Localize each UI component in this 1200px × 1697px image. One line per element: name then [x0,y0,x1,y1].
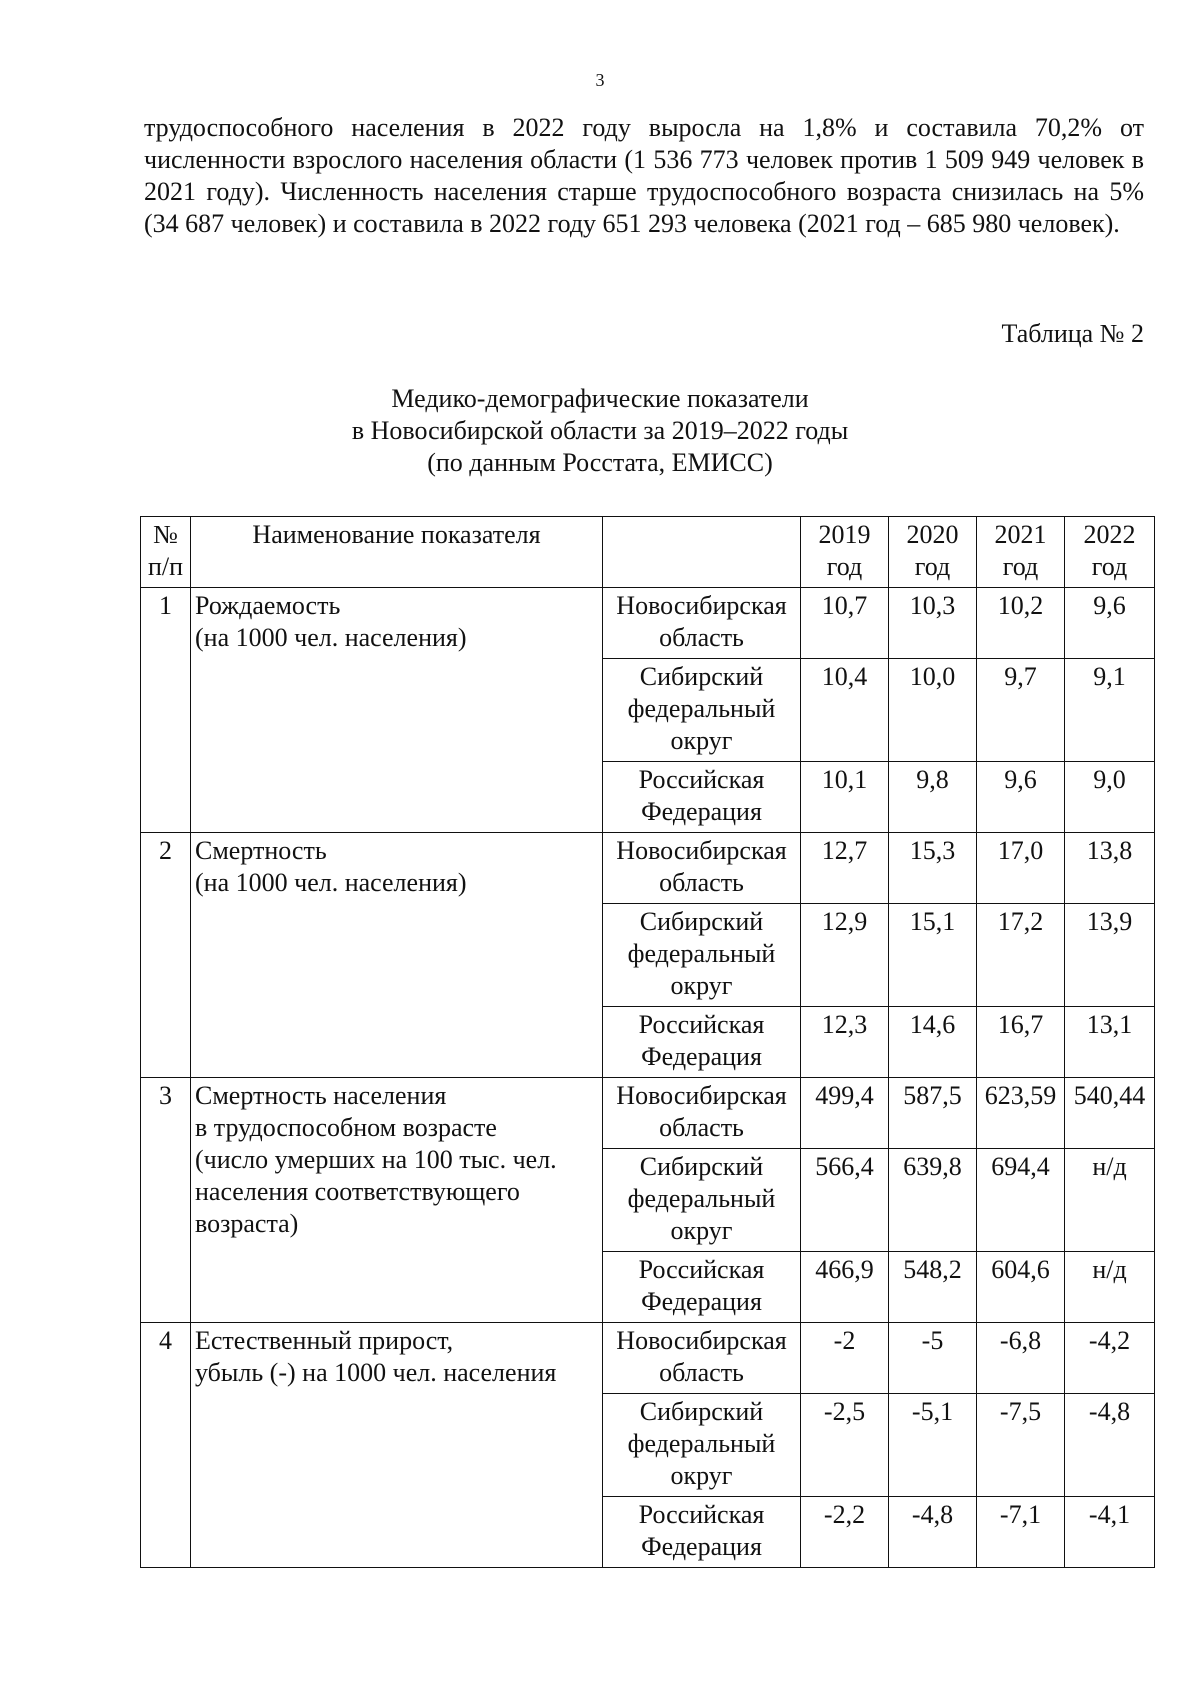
value-cell-2022: 13,9 [1065,904,1155,1007]
table-body [141,588,1155,1568]
table-label: Таблица № 2 [1001,319,1144,348]
value-cell-2022: -4,8 [1065,1394,1155,1497]
indicator-number: 4 [141,1323,191,1568]
value-cell-2020: 639,8 [889,1149,977,1252]
intro-paragraph: трудоспособного населения в 2022 году выросла на 1,8% и составила 70,2% от численности взрослого населения области (1 536 773 человек против 1 509 949 человек в 2021 году). Численность населения старше трудоспособного возраста снизилась на 5% (34 687 человек) и составила в 2022 году 651 293 человека (2021 год – 685 980 человек). [144,113,1144,238]
value-cell-2020: 10,3 [889,588,977,659]
value-cell-2021: 694,4 [977,1149,1065,1252]
value-cell-2019: 466,9 [801,1252,889,1323]
header-2022: 2022 год [1065,517,1155,588]
table-row [141,1323,1155,1394]
table-row [141,833,1155,904]
value-cell-2020: 14,6 [889,1007,977,1078]
value-cell-2019: 10,7 [801,588,889,659]
value-cell-2020: 10,0 [889,659,977,762]
indicator-name: Смертность (на 1000 чел. населения) [191,833,603,1078]
value-cell-2020: -4,8 [889,1497,977,1568]
table-row [141,588,1155,659]
indicator-name: Рождаемость (на 1000 чел. населения) [191,588,603,833]
value-cell-2021: 9,7 [977,659,1065,762]
indicator-name: Смертность населения в трудоспособном возрасте (число умерших на 100 тыс. чел. населения соответствующего возраста) [191,1078,603,1323]
table-title-line-2: в Новосибирской области за 2019–2022 годы [351,416,849,445]
page-number: 3 [595,70,605,90]
region-cell: Российская Федерация [603,1007,801,1078]
header-region [603,517,801,588]
value-cell-2021: -6,8 [977,1323,1065,1394]
table-title-line-1: Медико-демографические показатели [391,384,809,413]
indicator-number: 1 [141,588,191,833]
value-cell-2020: 15,1 [889,904,977,1007]
value-cell-2021: 623,59 [977,1078,1065,1149]
demographics-table [140,516,1155,1568]
value-cell-2019: 12,7 [801,833,889,904]
value-cell-2019: -2,5 [801,1394,889,1497]
header-2019: 2019 год [801,517,889,588]
value-cell-2020: -5 [889,1323,977,1394]
value-cell-2019: 10,1 [801,762,889,833]
value-cell-2020: 9,8 [889,762,977,833]
value-cell-2019: 566,4 [801,1149,889,1252]
value-cell-2021: -7,5 [977,1394,1065,1497]
value-cell-2021: 9,6 [977,762,1065,833]
value-cell-2022: -4,2 [1065,1323,1155,1394]
region-cell: Новосибирская область [603,1078,801,1149]
indicator-number: 2 [141,833,191,1078]
value-cell-2022: 13,1 [1065,1007,1155,1078]
value-cell-2021: -7,1 [977,1497,1065,1568]
value-cell-2020: 15,3 [889,833,977,904]
header-2020: 2020 год [889,517,977,588]
region-cell: Сибирский федеральный округ [603,659,801,762]
value-cell-2021: 17,2 [977,904,1065,1007]
value-cell-2019: 499,4 [801,1078,889,1149]
region-cell: Новосибирская область [603,833,801,904]
value-cell-2020: 587,5 [889,1078,977,1149]
indicator-number: 3 [141,1078,191,1323]
value-cell-2022: н/д [1065,1149,1155,1252]
value-cell-2022: 9,1 [1065,659,1155,762]
region-cell: Новосибирская область [603,1323,801,1394]
table-title-line-3: (по данным Росстата, ЕМИСС) [427,448,773,477]
header-2021: 2021 год [977,517,1065,588]
region-cell: Сибирский федеральный округ [603,904,801,1007]
region-cell: Российская Федерация [603,762,801,833]
value-cell-2022: 9,0 [1065,762,1155,833]
value-cell-2021: 16,7 [977,1007,1065,1078]
region-cell: Сибирский федеральный округ [603,1149,801,1252]
value-cell-2021: 604,6 [977,1252,1065,1323]
table-row [141,1078,1155,1149]
value-cell-2022: 9,6 [1065,588,1155,659]
value-cell-2021: 10,2 [977,588,1065,659]
value-cell-2019: 12,3 [801,1007,889,1078]
value-cell-2019: -2 [801,1323,889,1394]
value-cell-2022: н/д [1065,1252,1155,1323]
value-cell-2019: 10,4 [801,659,889,762]
region-cell: Сибирский федеральный округ [603,1394,801,1497]
table-title [0,383,1200,479]
value-cell-2019: -2,2 [801,1497,889,1568]
region-cell: Российская Федерация [603,1252,801,1323]
value-cell-2020: -5,1 [889,1394,977,1497]
value-cell-2022: 13,8 [1065,833,1155,904]
indicator-name: Естественный прирост, убыль (-) на 1000 чел. населения [191,1323,603,1568]
value-cell-2020: 548,2 [889,1252,977,1323]
header-name: Наименование показателя [191,517,603,588]
table-header-row [141,517,1155,588]
value-cell-2022: 540,44 [1065,1078,1155,1149]
header-num: № п/п [141,517,191,588]
value-cell-2022: -4,1 [1065,1497,1155,1568]
region-cell: Российская Федерация [603,1497,801,1568]
value-cell-2021: 17,0 [977,833,1065,904]
region-cell: Новосибирская область [603,588,801,659]
value-cell-2019: 12,9 [801,904,889,1007]
